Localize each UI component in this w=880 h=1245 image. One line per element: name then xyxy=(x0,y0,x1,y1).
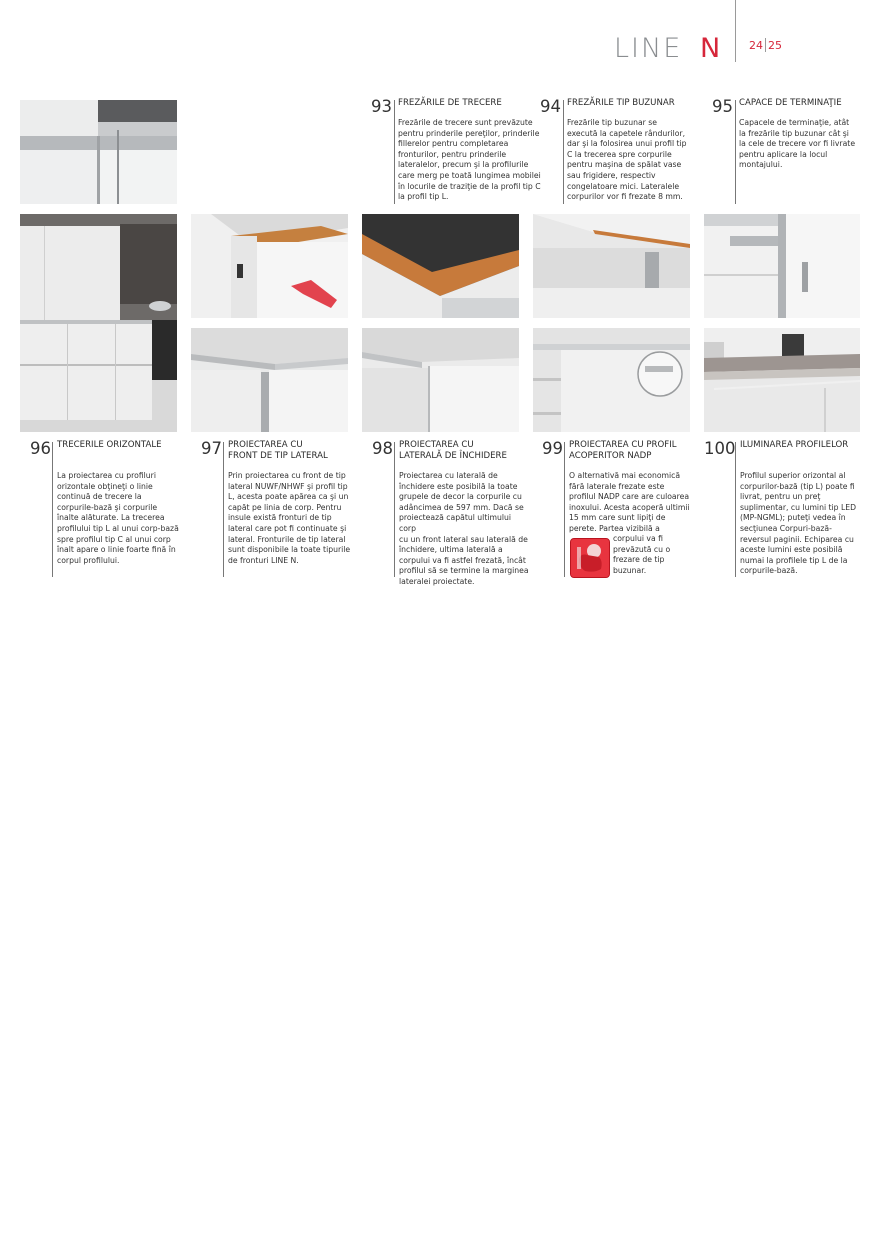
item-title: ILUMINAREA PROFILELOR xyxy=(740,440,849,450)
item-body-continued: corpului va fi prevăzută cu o frezare de tip buzunar. xyxy=(613,534,671,575)
photo-nadp-profile xyxy=(533,328,690,432)
item-title-line-1: PROIECTAREA CU xyxy=(399,440,474,450)
item-divider xyxy=(735,442,736,577)
item-number: 100 xyxy=(704,439,736,458)
page-number-divider xyxy=(765,38,766,52)
photo-kitchen-tall-units xyxy=(20,214,177,432)
photo-lateral-front-detail xyxy=(191,328,348,432)
item-number: 96 xyxy=(30,439,51,458)
item-title-line-1: PROIECTAREA CU PROFIL xyxy=(569,440,677,450)
item-number: 95 xyxy=(712,97,733,116)
brand-logo-n: N xyxy=(700,33,721,64)
item-title: FREZĂRILE TIP BUZUNAR xyxy=(567,98,675,108)
item-title-line-2: ACOPERITOR NADP xyxy=(569,451,652,461)
page-numbers xyxy=(749,38,782,52)
page-number-left: 24 xyxy=(749,39,763,52)
item-number: 99 xyxy=(542,439,563,458)
item-divider xyxy=(394,100,395,204)
item-number: 94 xyxy=(540,97,561,116)
item-body: Frezările tip buzunar se execută la capetele rândurilor, dar şi la folosirea unui profil tip C la trecerea spre corpurile pentru maşina de spălat vase sau frigidere, respectiv congelatoare mici. Lateralele corpurilor vor fi frezate 8 mm. xyxy=(567,118,687,202)
item-title: FREZĂRILE DE TRECERE xyxy=(398,98,502,108)
item-divider xyxy=(735,100,736,204)
nadp-profile-icon xyxy=(570,538,610,578)
item-body: Profilul superior orizontal al corpurilor-bază (tip L) poate fi livrat, pentru un preţ suplimentar, cu lumini tip LED (MP-NGML); puteţi vedea în secţiunea Corpuri-bază- reversul paginii. Echiparea cu aceste lumini este posibilă numai la profilele tip L de la corpurile-bază. xyxy=(740,471,857,576)
item-100 xyxy=(704,440,874,580)
item-divider xyxy=(563,100,564,204)
photo-lateral-front-arrow xyxy=(191,214,348,318)
photo-end-caps xyxy=(704,214,860,318)
item-94 xyxy=(540,98,710,208)
item-title: TRECERILE ORIZONTALE xyxy=(57,440,162,450)
photo-pocket-milling-top xyxy=(362,214,519,318)
photo-led-lighting xyxy=(704,328,860,432)
item-number: 97 xyxy=(201,439,222,458)
item-93 xyxy=(371,98,541,208)
photo-profile-transition xyxy=(20,100,177,204)
item-title-line-2: LATERALĂ DE ÎNCHIDERE xyxy=(399,451,507,461)
item-98 xyxy=(372,439,532,586)
item-title-line-2: FRONT DE TIP LATERAL xyxy=(228,451,328,461)
item-99 xyxy=(542,440,702,580)
item-body: Prin proiectarea cu front de tip lateral NUWF/NHWF şi profil tip L, acesta poate apărea ca şi un capăt pe linia de corp. Pentru insule există fronturi de tip lateral care pot fi continuate şi lateral. Fronturile de tip lateral sunt disponibile la toate tipurile de fronturi LINE N. xyxy=(228,471,351,565)
brand-logo-line: LINE xyxy=(614,33,683,64)
photo-pocket-milling-side xyxy=(533,214,690,318)
item-body: La proiectarea cu profiluri orizontale obţineţi o linie continuă de trecere la corpurile-bază şi corpurile înalte alăturate. La trecerea profilului tip L al unui corp-bază spre profilul tip C al unui corp înalt apare o linie foarte fină în corpul profilului. xyxy=(57,471,179,565)
item-body: O alternativă mai economică fără laterale frezate este profilul NADP care are culoarea inoxului. Acesta acoperă ultimii 15 mm care sunt lipiţi de perete. Partea vizibilă a xyxy=(569,471,690,533)
item-97 xyxy=(201,440,361,580)
item-divider xyxy=(223,442,224,577)
item-body: Frezările de trecere sunt prevăzute pentru prinderile pereţilor, prinderile fillerelor pentru completarea fronturilor, pentru prinderile lateralelor, precum şi la profilurile care merg pe toată lungimea mobilei în locurile de traziţie de la profil tip C la profil tip L. xyxy=(398,118,541,202)
photo-closing-lateral xyxy=(362,328,519,432)
item-title: CAPACE DE TERMINAŢIE xyxy=(739,98,842,108)
item-title-line-1: PROIECTAREA CU xyxy=(228,440,303,450)
item-number: 98 xyxy=(372,439,393,458)
header-divider xyxy=(735,0,736,62)
item-divider xyxy=(394,442,395,577)
item-number: 93 xyxy=(371,97,392,116)
item-divider xyxy=(52,442,53,577)
item-95 xyxy=(712,98,872,208)
page-number-right: 25 xyxy=(768,39,782,52)
item-divider xyxy=(564,442,565,577)
item-body: Proiectarea cu laterală de închidere este posibilă la toate grupele de decor la corpurile cu adâncimea de 597 mm. Dacă se proiectează capătul ultimului corp cu un front lateral sau laterală de închidere, ultima laterală a corpului va fi astfel frezată, încât profilul să se termine la marginea lateralei proiectate. xyxy=(399,471,529,586)
item-96 xyxy=(30,440,190,580)
item-body: Capacele de terminaţie, atât la frezările tip buzunar cât şi la cele de trecere vor fi livrate pentru aplicare la locul montajului. xyxy=(739,118,856,170)
